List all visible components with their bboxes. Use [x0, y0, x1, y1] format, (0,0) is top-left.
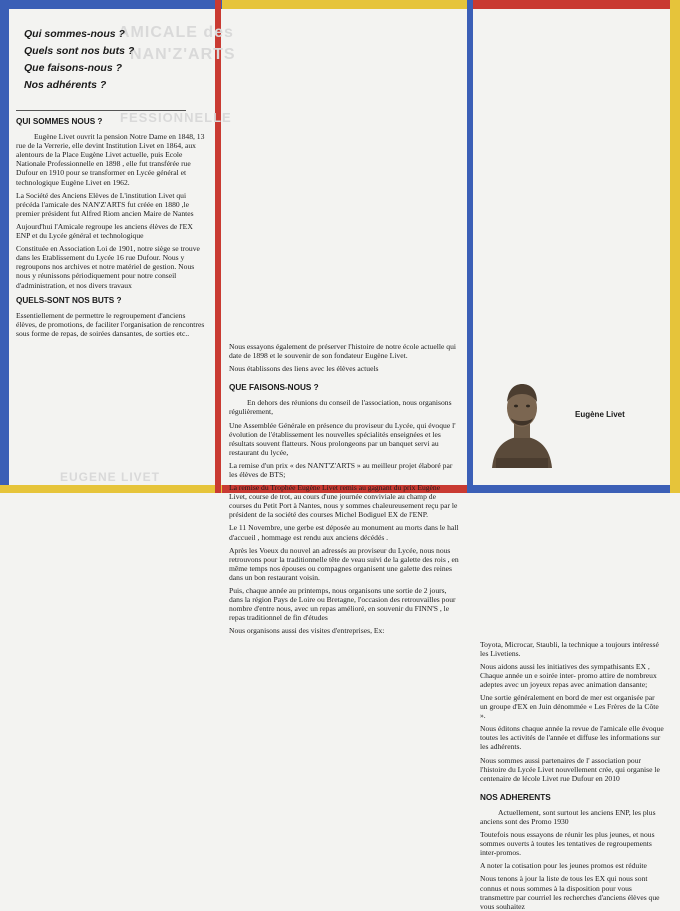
- paragraph: Nous tenons à jour la liste de tous les EX qui nous sont connus et nous sommes à la disposition pour vous transmettre par courriel les recherches d'anciens élèves que vous souhaitez: [480, 874, 660, 911]
- border-stripe-blue-bottom: [472, 485, 680, 493]
- fold-stripe-blue: [467, 0, 473, 493]
- border-stripe-blue-top: [0, 0, 222, 9]
- toc-item: Nos adhérents ?: [24, 79, 107, 91]
- section-heading: QUELS-SONT NOS BUTS ?: [16, 295, 122, 305]
- paragraph: Nous organisons aussi des visites d'entreprises, Ex:: [229, 626, 385, 636]
- table-of-contents: [24, 26, 208, 94]
- paragraph: La remise d'un prix « des NANT'Z'ARTS » au meilleur projet élaboré par les élèves de BTS;: [229, 460, 453, 479]
- divider: [16, 110, 186, 111]
- paragraph: Toutefois nous essayons de réunir les plus jeunes, et nous sommes ouverts à toutes les tentatives de regroupements inter-promos.: [480, 830, 655, 858]
- fold-stripe-red: [215, 0, 221, 493]
- column-middle: [229, 342, 459, 636]
- paragraph: La Société des Anciens Elèves de L'institution Livet qui précéda l'amicale des NAN'Z'ARTS fut créée en 1880 ,le premier président fut Alfred Riom ancien Maire de Nantes: [16, 190, 194, 218]
- paragraph: Nous sommes aussi partenaires de l' association pour l'histoire du Lycée Livet nouvellement crée, qui organise le centenaire de lécole Livet rue Dufour en 2010: [480, 755, 660, 783]
- paragraph: Une sortie généralement en bord de mer est organisée par un groupe d'EX en Juin dénommée « Les Frères de la Côte ».: [480, 692, 659, 721]
- portrait-caption: Eugène Livet: [575, 410, 625, 419]
- show-through-text: AMICALE des: [118, 24, 234, 41]
- paragraph: Nous établissons des liens avec les élèves actuels: [229, 364, 379, 374]
- paragraph: A noter la cotisation pour les jeunes promos est réduite: [480, 861, 647, 871]
- paragraph: La remise du Trophée Eugène Livet remis au gagnant du prix Eugène Livet, course de trot, au cours d'une journée conviviale au champ de courses du Petit Port à Nantes, nous y sommes chaleureusement reçu par le président de la société des courses Michel Bodiguel EX de l'ENP.: [229, 483, 458, 520]
- paragraph: Actuellement, sont surtout les anciens ENP, les plus anciens sont des Promo 1930: [480, 807, 656, 826]
- toc-item: Quels sont nos buts ?: [24, 45, 135, 57]
- paragraph: Eugène Livet ouvrit la pension Notre Dame en 1848, 13 rue de la Verrerie, elle devint Institution Livet en 1864, aux alentours de la Place Eugène Livet actuelle, puis Ecole Nationale Professionnelle en 1898 , elle fut transférée rue Dufour en 1910 pour se transformer en Lycée général et technologique Eugène Livet en 1962.: [16, 132, 205, 187]
- border-stripe-yellow-bottom: [0, 485, 222, 493]
- paragraph: Toyota, Microcar, Staubli, la technique a toujours intéressé les Livetiens.: [480, 639, 659, 658]
- section-heading: QUI SOMMES NOUS ?: [16, 117, 103, 126]
- paragraph: Après les Voeux du nouvel an adressés au proviseur du Lycée, nous nous retrouvons pour la traditionnelle tête de veau suivi de la galette des rois , en même temps nos épouses ou compagnes organisent une galette des reines dans un bon restaurant voisin.: [229, 545, 459, 582]
- paragraph: Aujourd'hui l'Amicale regroupe les anciens élèves de l'EX ENP et du Lycée général et technologique: [16, 221, 193, 241]
- border-stripe-red-top: [472, 0, 680, 9]
- paragraph: Puis, chaque année au printemps, nous organisons une sortie de 2 jours, dans la région Pays de Loire ou Bretagne, l'occasion des retrouvailles pour nombre d'entre nous, avec un repas amélioré, en souvenir du FINN'S , le repas traditionnel de fin d'études: [229, 586, 456, 623]
- border-stripe-blue-left: [0, 0, 9, 493]
- paragraph: Constituée en Association Loi de 1901, notre siège se trouve dans les Etablissement du Lycée 16 rue Dufour. Nous y regroupons nos archives et notre matériel de gestion. Nous nous y réunissons périodiquement pour notre conseil d'administration, et nos divers travaux: [16, 244, 200, 290]
- border-stripe-yellow-top: [222, 0, 472, 9]
- column-right: [480, 640, 664, 911]
- section-heading: QUE FAISONS-NOUS ?: [229, 383, 319, 393]
- paragraph: Nous éditons chaque année la revue de l'amicale elle évoque toutes les activités de l'année et diffuse les informations sur les adhérents.: [480, 724, 664, 752]
- paragraph: Une Assemblée Générale en présence du proviseur du Lycée, qui évoque l' évolution de l'établissement les nouvelles spécialités enseignées et les résultats souvent flatteurs. Nous prolongeons par un banquet servi au restaurant du lycée,: [229, 420, 456, 457]
- border-stripe-yellow-right: [670, 0, 680, 493]
- show-through-text: FESSIONNELLE: [120, 110, 232, 125]
- paragraph: En dehors des réunions du conseil de l'association, nous organisons régulièrement,: [229, 398, 452, 417]
- paragraph: Nous aidons aussi les initiatives des sympathisants EX , Chaque année un e soirée inter- promo attire de nombreux adeptes avec un joyeux repas avec animation dansante;: [480, 661, 657, 689]
- portrait-block: [482, 372, 658, 468]
- paragraph: Essentiellement de permettre le regroupement d'anciens élèves, de promotions, de faciliter l'organisation de rencontres sous forme de repas, de soirées dansantes, de sorties etc..: [16, 310, 205, 338]
- column-left: [16, 26, 208, 338]
- toc-item: Que faisons-nous ?: [24, 62, 123, 74]
- paragraph: Le 11 Novembre, une gerbe est déposée au monument au morts dans le hall d'accueil , hommage est rendu aux anciens décédés .: [229, 523, 459, 542]
- bust-portrait-image: [486, 372, 558, 468]
- section-heading: NOS ADHERENTS: [480, 792, 551, 802]
- show-through-text: EUGENE LIVET: [60, 470, 161, 484]
- paragraph: Nous essayons également de préserver l'histoire de notre école actuelle qui date de 1898 et le souvenir de son fondateur Eugène Livet.: [229, 341, 456, 361]
- show-through-text: NAN'Z'ARTS: [130, 46, 236, 63]
- toc-item: Qui sommes-nous ?: [24, 28, 125, 40]
